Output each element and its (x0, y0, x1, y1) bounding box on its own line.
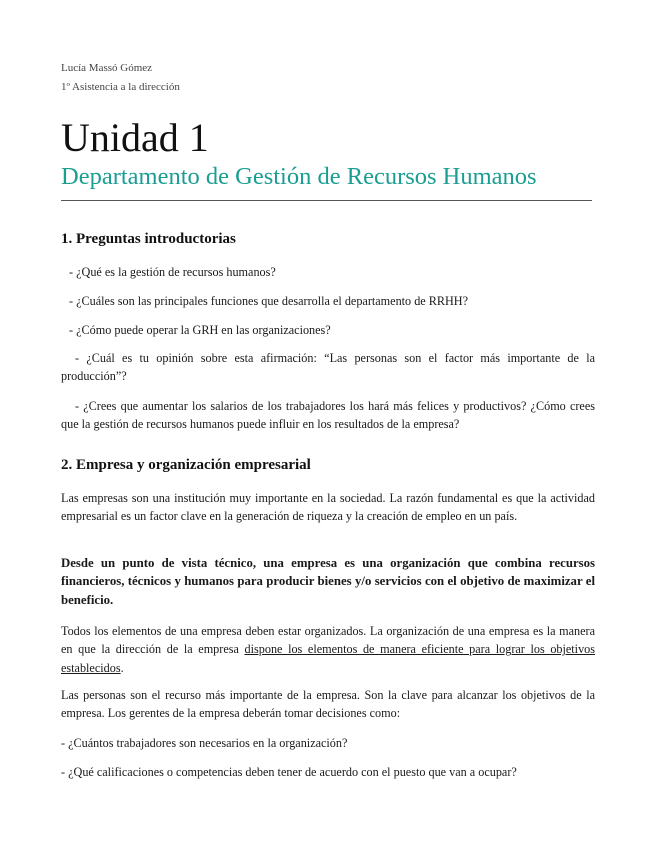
page-subtitle: Departamento de Gestión de Recursos Humanos (61, 163, 537, 190)
question-item: - ¿Qué es la gestión de recursos humanos? (69, 265, 276, 279)
underlined-text: dispone los elementos de manera eficiente para lograr los objetivos establecidos (61, 642, 596, 675)
author-name: Lucía Massó Gómez (61, 62, 153, 74)
paragraph-text: . (120, 660, 124, 675)
question-item: - ¿Cómo puede operar la GRH en las organizaciones? (69, 323, 331, 337)
course-name: 1º Asistencia a la dirección (61, 81, 180, 93)
paragraph: Las empresas son una institución muy importante en la sociedad. La razón fundamental es que la actividad empresarial es un factor clave en la generación de riqueza y la creación de empleo en un país. (61, 491, 595, 524)
question-item: - ¿Cuáles son las principales funciones que desarrolla el departamento de RRHH? (69, 294, 469, 308)
section-heading-1: 1. Preguntas introductorias (61, 231, 236, 247)
paragraph-bold: Desde un punto de vista técnico, una empresa es una organización que combina recursos financieros, técnicos y humanos para producir bienes y/o servicios con el objetivo de maximizar el beneficio. (61, 556, 595, 607)
question-item: - ¿Cuál es tu opinión sobre esta afirmación: “Las personas son el factor más importante de la producción”? (61, 351, 595, 384)
list-item: - ¿Qué calificaciones o competencias deben tener de acuerdo con el puesto que van a ocupar? (61, 765, 517, 779)
paragraph: Las personas son el recurso más importante de la empresa. Son la clave para alcanzar los objetivos de la empresa. Los gerentes de la empresa deberán tomar decisiones como: (61, 688, 595, 721)
page-title: Unidad 1 (61, 115, 209, 160)
question-item: - ¿Crees que aumentar los salarios de los trabajadores los hará más felices y productivos? ¿Cómo crees que la gestión de recursos humanos puede influir en los resultados de la empresa? (61, 399, 595, 432)
section-heading-2: 2. Empresa y organización empresarial (61, 457, 311, 473)
title-divider (61, 200, 592, 201)
list-item: - ¿Cuántos trabajadores son necesarios en la organización? (61, 736, 348, 750)
paragraph-text: Todos los elementos de una empresa deben estar organizados. La organización de una empresa es la manera en que la dirección de la empresa (61, 624, 595, 657)
paragraph (61, 622, 595, 677)
